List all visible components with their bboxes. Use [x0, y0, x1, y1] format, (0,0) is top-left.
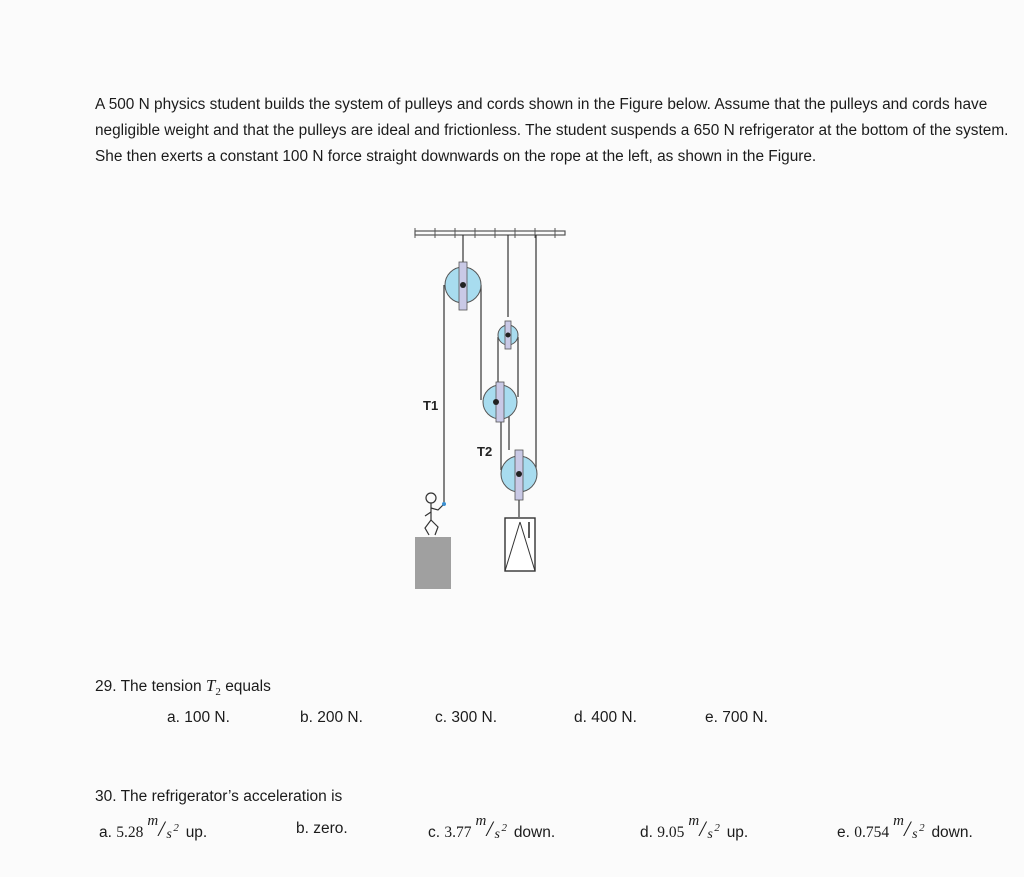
q29-option-e[interactable]: e. 700 N. [705, 709, 768, 726]
q29-option-d[interactable]: d. 400 N. [574, 709, 637, 726]
q29-option-b[interactable]: b. 200 N. [300, 709, 363, 726]
student-figure [425, 493, 446, 535]
question-29-text-after: equals [225, 678, 271, 695]
pulley-middle [483, 382, 517, 422]
problem-statement: A 500 N physics student builds the system of pulleys and cords shown in the Figure below. Assume that the pulleys and cords have negligible weight and that the pulleys are ideal and frictionless. The student suspends a 650 N refrigerator at the bottom of the system. She then exerts a constant 100 N force straight downwards on the rope at the left, as shown in the Figure. [95, 96, 1009, 165]
question-29-sub: 2 [215, 686, 221, 699]
q29-option-c[interactable]: c. 300 N. [435, 709, 498, 726]
question-29-text-before: The tension [120, 678, 202, 695]
unit-m-per-s2: m / s 2 [688, 813, 720, 842]
q30-option-e[interactable]: e. 0.754 m / s 2 down. [837, 813, 973, 842]
unit-m-per-s2: m / s 2 [475, 813, 507, 842]
question-30 [95, 788, 342, 806]
q30-option-d[interactable]: d. 9.05 m / s 2 up. [640, 813, 749, 842]
q29-option-a[interactable]: a. 100 N. [167, 709, 230, 726]
unit-m-per-s2: m / s 2 [147, 813, 179, 842]
question-30-number: 30. [95, 788, 117, 805]
pulley-top [445, 262, 481, 310]
question-29 [95, 676, 271, 698]
pulley-diagram [405, 222, 580, 597]
question-30-text: The refrigerator’s acceleration is [120, 788, 343, 805]
pulley-lower [501, 450, 537, 500]
ceiling-beam [415, 228, 565, 238]
q30-option-c[interactable]: c. 3.77 m / s 2 down. [428, 813, 556, 842]
label-t1: T1 [423, 398, 439, 413]
question-29-number: 29. [95, 678, 117, 695]
question-29-var: T [205, 676, 216, 695]
q30-option-b[interactable]: b. zero. [296, 820, 348, 837]
refrigerator [505, 518, 535, 571]
label-t2: T2 [477, 444, 493, 459]
unit-m-per-s2: m / s 2 [893, 813, 925, 842]
block [415, 537, 451, 589]
q30-option-a[interactable]: a. 5.28 m / s 2 up. [99, 813, 208, 842]
pulley-small [498, 321, 518, 349]
